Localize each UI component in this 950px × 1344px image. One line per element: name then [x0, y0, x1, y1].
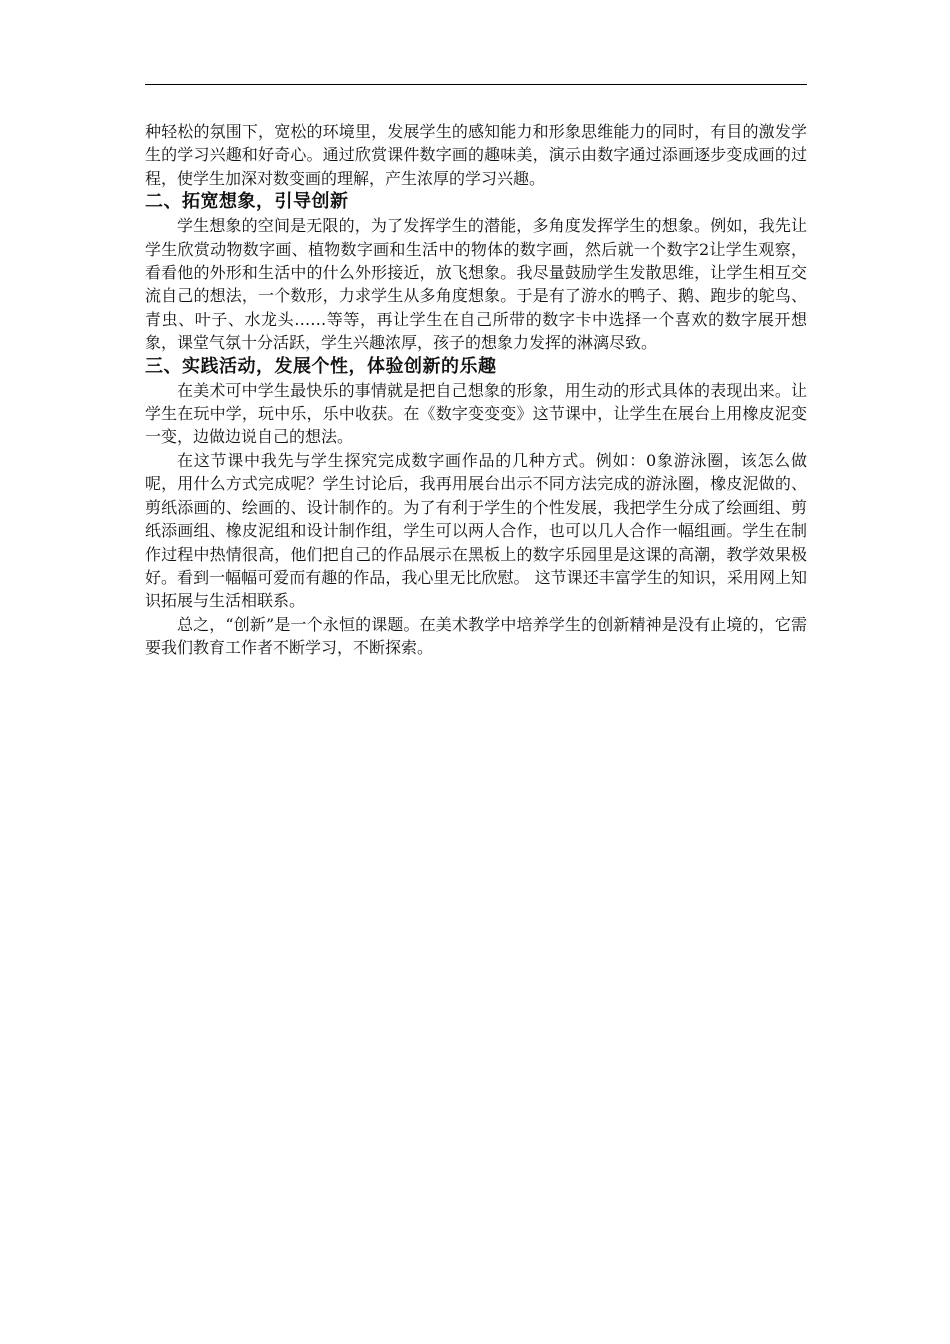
section-3-paragraph-conclusion: 总之，“创新”是一个永恒的课题。在美术教学中培养学生的创新精神是没有止境的，它需要我们教育工作者不断学习，不断探索。 — [145, 614, 807, 658]
document-body — [145, 120, 807, 660]
section-2-paragraph: 学生想象的空间是无限的，为了发挥学生的潜能，多角度发挥学生的想象。例如，我先让学生欣赏动物数字画、植物数字画和生活中的物体的数字画，然后就一个数字2让学生观察，看看他的外形和生活中的什么外形接近，放飞想象。我尽量鼓励学生发散思维，让学生相互交流自己的想法，一个数形，力求学生从多角度想象。于是有了游水的鸭子、鹅、跑步的鸵鸟、青虫、叶子、水龙头……等等，再让学生在自己所带的数字卡中选择一个喜欢的数字展开想象，课堂气氛十分活跃，学生兴趣浓厚，孩子的想象力发挥的淋漓尽致。 — [145, 216, 807, 353]
section-3-paragraph-2: 在这节课中我先与学生探究完成数字画作品的几种方式。例如：0象游泳圈，该怎么做呢，用什么方式完成呢？学生讨论后，我再用展台出示不同方法完成的游泳圈，橡皮泥做的、剪纸添画的、绘画的、设计制作的。为了有利于学生的个性发展，我把学生分成了绘画组、剪纸添画组、橡皮泥组和设计制作组，学生可以两人合作，也可以几人合作一幅组画。学生在制作过程中热情很高，他们把自己的作品展示在黑板上的数字乐园里是这课的高潮，教学效果极好。看到一幅幅可爱而有趣的作品，我心里无比欣慰。 这节课还丰富学生的知识，采用网上知识拓展与生活相联系。 — [145, 450, 807, 611]
section-heading-2: 二、拓宽想象，引导创新 — [145, 191, 349, 213]
section-3-paragraph-1: 在美术可中学生最快乐的事情就是把自己想象的形象，用生动的形式具体的表现出来。让学生在玩中学，玩中乐，乐中收获。在《数字变变变》这节课中，让学生在展台上用橡皮泥变一变，边做边说自己的想法。 — [145, 380, 807, 447]
header-rule — [145, 84, 807, 85]
paragraph-intro-continued: 种轻松的氛围下，宽松的环境里，发展学生的感知能力和形象思维能力的同时，有目的激发学生的学习兴趣和好奇心。通过欣赏课件数字画的趣味美，演示由数字通过添画逐步变成画的过程，使学生加深对数变画的理解，产生浓厚的学习兴趣。 — [145, 122, 807, 188]
section-heading-3: 三、实践活动，发展个性，体验创新的乐趣 — [145, 355, 497, 377]
